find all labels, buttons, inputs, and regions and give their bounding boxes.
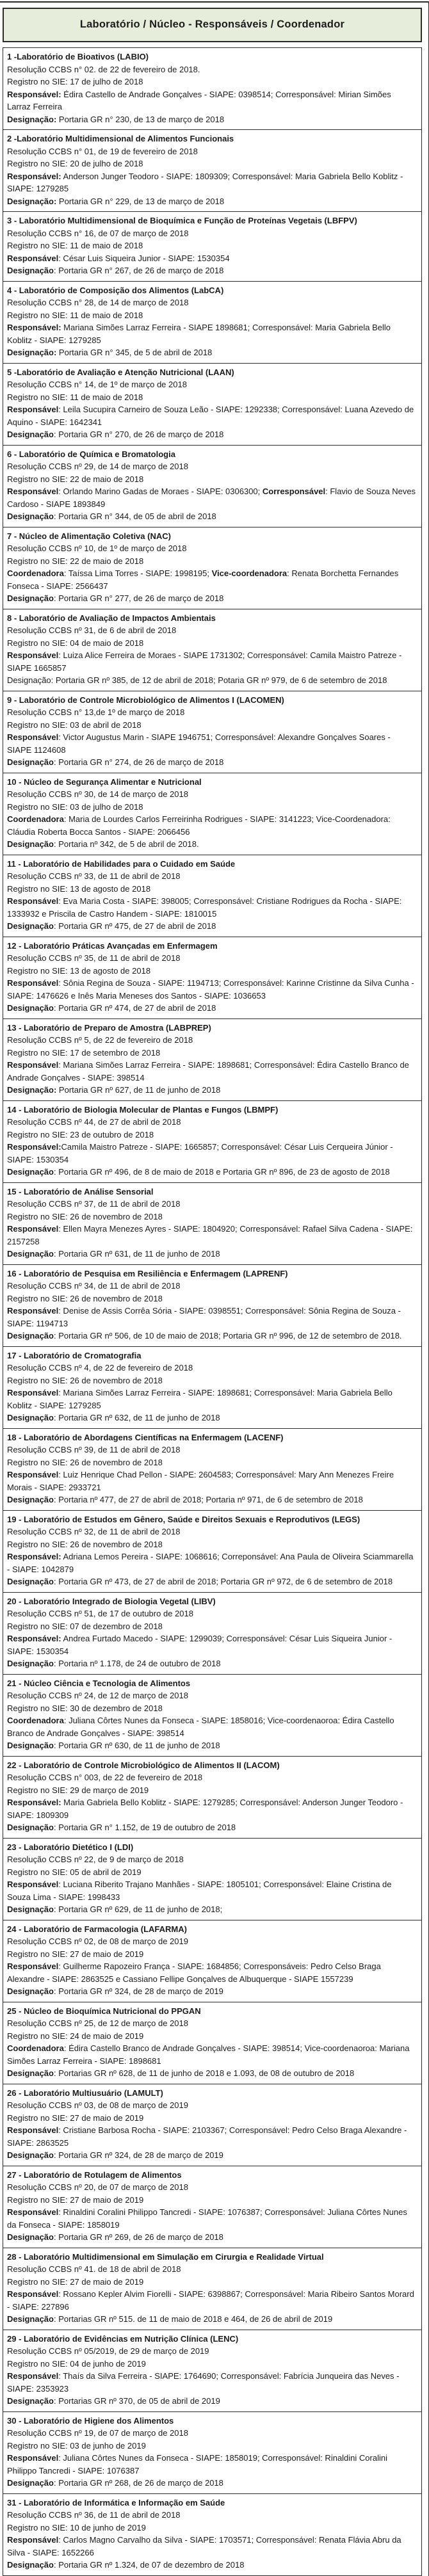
lab-detail-line: Registro no SIE: 22 de maio de 2018 [7,474,144,484]
lab-title: 18 - Laboratório de Abordagens Científicas na Enfermagem (LACENF) [7,1432,284,1442]
lab-detail-line: Registro no SIE: 27 de maio de 2019 [7,2194,144,2205]
lab-detail-line: Registro no SIE: 11 de maio de 2018 [7,310,143,320]
lab-detail-line: Resolução CCBS n° 13,de 1º de março de 2018 [7,707,185,717]
lab-detail-line: Resolução CCBS nº 33, de 11 de abril de 2018 [7,871,181,881]
lab-detail-line: Registro no SIE: 26 de novembro de 2018 [7,1539,163,1549]
lab-detail-line: Resolução CCBS nº 05/2019, de 29 de março de 2019 [7,2346,209,2356]
lab-detail-line: Designação: Portaria GR nº 385, de 12 de abril de 2018; Potaria GR nº 979, de 6 de setembro de 2018 [7,675,387,685]
lab-detail-line: Resolução CCBS nº 44, de 27 de abril de 2018 [7,1117,181,1127]
lab-detail-line: Registro no SIE: 17 de setembro de 2018 [7,1047,161,1058]
lab-detail-line: Coordenadora: Maria de Lourdes Carlos Ferreirinha Rodrigues - SIAPE: 3141223; Vice-Coordenadora: Cláudia Roberta Bocca Santos - SIAPE: 2066456 [7,814,391,837]
lab-title: 3 - Laboratório Multidimensional de Bioquímica e Função de Proteínas Vegetais (LBFPV) [7,216,357,225]
lab-title: 27 - Laboratório de Rotulagem de Alimentos [7,2169,182,2180]
lab-row [3,937,422,1019]
lab-detail-line: Responsável: Cristiane Barbosa Rocha - SIAPE: 2103367; Corresponsável: Pedro Celso Braga Alexandre - SIAPE: 2863525 [7,2125,407,2148]
lab-detail-line: Resolução CCBS nº 51, de 17 de outubro de 2018 [7,1609,193,1618]
lab-detail-line: Registro no SIE: 03 de abril de 2018 [7,720,142,730]
lab-detail-line: Coordenadora: Édira Castello Branco de Andrade Gonçalves - SIAPE: 398514; Vice-coordenaoroa: Mariana Simões Larraz Ferreira - SIAPE: 1898681 [7,2043,410,2066]
lab-row [3,609,422,691]
lab-detail-line: Resolução CCBS n° 28, de 14 de março de 2018 [7,298,189,307]
lab-detail-line: Registro no SIE: 20 de julho de 2018 [7,159,143,168]
lab-detail-line: Resolução CCBS nº 10, de 1º de março de 2018 [7,543,187,553]
table-header [3,8,422,42]
lab-row [3,1101,422,1183]
lab-detail-line: Responsável: Thaís da Silva Ferreira - SIAPE: 1764690; Corresponsável: Fabrícia Junqueira das Neves - SIAPE: 2353923 [7,2371,400,2394]
lab-title: 12 - Laboratório Práticas Avançadas em Enfermagem [7,940,218,951]
lab-detail-line: Resolução CCBS nº 24, de 12 de março de 2018 [7,1691,188,1700]
lab-detail-line: Registro no SIE: 24 de maio de 2019 [7,2031,144,2041]
lab-detail-line: Coordenadora: Taíssa Lima Torres - SIAPE: 1998195; Vice-coordenadora: Renata Borchetta Fernandes Fonseca - SIAPE: 2566437 [7,568,399,591]
lab-title: 19 - Laboratório de Estudos em Gênero, Saúde e Direitos Sexuais e Reprodutivos (LEGS) [7,1514,360,1524]
lab-title: 10 - Núcleo de Segurança Alimentar e Nutricional [7,777,202,787]
lab-detail-line: Resolução CCBS nº 34, de 11 de abril de 2018 [7,1281,181,1291]
lab-detail-line: Registro no SIE: 04 de maio de 2018 [7,638,144,648]
lab-detail-line: Designação: Portaria nº 477, de 27 de abril de 2018; Portaria nº 971, de 6 de setembro de 2018 [7,1495,363,1504]
lab-detail-line: Responsável: Adriana Lemos Pereira - SIAPE: 1068616; Correponsável: Ana Paula de Oliveira Sciammarella - SIAPE: 1042879 [7,1552,414,1574]
lab-detail-line: Registro no SIE: 23 de outubro de 2018 [7,1129,154,1139]
lab-detail-line: Resolução CCBS nº 29, de 14 de março de 2018 [7,462,188,471]
lab-detail-line: Designação: Portaria GR nº 629, de 11 de junho de 2018; [7,1904,223,1914]
lab-title: 20 - Laboratório Integrado de Biologia Vegetal (LIBV) [7,1596,216,1606]
lab-detail-line: Designação: Portaria GR n° 277, de 26 de março de 2018 [7,593,224,603]
lab-row [3,2084,422,2166]
lab-detail-line: Responsável: Rossano Kepler Alvim Fiorelli - SIAPE: 6398867; Corresponsável: Maria Ribeiro Santos Morard - SIAPE: 227896 [7,2289,414,2312]
lab-detail-line: Registro no SIE: 05 de abril de 2019 [7,1867,142,1877]
lab-detail-line: Designação: Portarias GR nº 515. de 11 de maio de 2018 e 464, de 26 de abril de 2019 [7,2314,333,2324]
lab-detail-line: Designação: Portaria GR n° 230, de 13 de março de 2018 [7,114,225,124]
lab-detail-line: Resolução CCBS nº 35, de 11 de abril de 2018 [7,953,181,963]
lab-title: 7 - Núcleo de Alimentação Coletiva (NAC) [7,531,171,541]
lab-row [3,1511,422,1593]
lab-detail-line: Resolução CCBS nº 37, de 11 de abril de 2018 [7,1199,181,1209]
lab-detail-line: Responsável: Andrea Furtado Macedo - SIAPE: 1299039; Corresponsável: César Luis Siqueira Junior - SIAPE: 1530354 [7,1634,393,1656]
lab-title: 21 - Núcleo Ciência e Tecnologia de Alimentos [7,1678,191,1688]
lab-detail-line: Designação: Portaria GR nº 496, de 8 de maio de 2018 e Portaria GR nº 896, de 23 de agosto de 2018 [7,1167,390,1177]
lab-detail-line: Resolução CCBS nº 4, de 22 de fevereiro de 2018 [7,1363,193,1373]
lab-title: 23 - Laboratório Dietético I (LDI) [7,1842,134,1852]
lab-detail-line: Designação: Portaria GR nº 630, de 11 de junho de 2018 [7,1741,220,1750]
lab-detail-line: Registro no SIE: 30 de dezembro de 2018 [7,1703,163,1713]
document-page [0,1,429,2576]
lab-detail-line: Designação: Portaria GR nº 473, de 27 de abril de 2018; Portaria GR nº 972, de 6 de setembro de 2018 [7,1577,393,1586]
lab-title: 4 - Laboratório de Composição dos Alimentos (LabCA) [7,285,224,295]
lab-detail-line: Registro no SIE: 11 de maio de 2018 [7,392,143,402]
lab-detail-line: Designação: Portaria nº 342, de 5 de abril de 2018. [7,839,199,849]
lab-detail-line: Responsável: Leila Sucupira Carneiro de Souza Leão - SIAPE: 1292338; Corresponsável: Luana Azevedo de Aquino - SIAPE: 1642341 [7,405,414,427]
lab-detail-line: Responsável: Maria Gabriela Bello Koblitz - SIAPE: 1279285; Corresponsável: Anderson Junger Teodoro - SIAPE: 1809309 [7,1798,403,1820]
lab-row [3,364,422,446]
lab-title: 22 - Laboratório de Controle Microbiológico de Alimentos II (LACOM) [7,1760,280,1770]
lab-title: 9 - Laboratório de Controle Microbiológico de Alimentos I (LACOMEN) [7,695,284,705]
lab-detail-line: Designação: Portaria GR nº 268, de 26 de março de 2018 [7,2478,223,2488]
lab-detail-line: Responsável: Luciana Riberito Trajano Manhães - SIAPE: 1805101; Corresponsável: Elaine Cristina de Souza Lima - SIAPE: 1998433 [7,1880,392,1902]
lab-detail-line: Designação: Portaria GR nº 506, de 10 de maio de 2018; Portaria GR nº 996, de 12 de setembro de 2018. [7,1331,402,1340]
lab-detail-line: Resolução CCBS nº 36, de 11 de abril de 2018 [7,2510,181,2520]
lab-row [3,855,422,937]
lab-detail-line: Registro no SIE: 04 de junho de 2019 [7,2358,146,2369]
lab-row [3,446,422,527]
lab-title: 14 - Laboratório de Biologia Molecular de Plantas e Fungos (LBMPF) [7,1104,279,1115]
lab-title: 30 - Laboratório de Higiene dos Alimentos [7,2415,174,2426]
lab-detail-line: Registro no SIE: 17 de julho de 2018 [7,77,143,86]
lab-row [3,1429,422,1511]
lab-detail-line: Resolução CCBS nº 30, de 14 de março de 2018 [7,789,188,799]
lab-title: 2 -Laboratório Multidimensional de Alimentos Funcionais [7,134,234,143]
lab-title: 16 - Laboratório de Pesquisa em Resiliência e Enfermagem (LAPRENF) [7,1268,288,1278]
lab-detail-line: Designação: Portaria GR n° 1.152, de 19 de outubro de 2018 [7,1823,236,1832]
lab-detail-line: Coordenadora: Juliana Côrtes Nunes da Fonseca - SIAPE: 1858016; Vice-coordenaoroa: Édira Castello Branco de Andrade Gonçalves - SIAPE: 398514 [7,1716,394,1738]
lab-row [3,691,422,773]
lab-detail-line: Responsável: Rinaldini Coralini Philippo Tancredi - SIAPE: 1076387; Corresponsável: Juliana Côrtes Nunes da Fonseca - SIAPE: 1858019 [7,2207,407,2230]
lab-detail-line: Registro no SIE: 03 de julho de 2018 [7,801,143,812]
lab-row [3,1265,422,1347]
lab-detail-line: Designação: Portaria GR n° 229, de 13 de março de 2018 [7,196,225,206]
lab-row [3,2248,422,2330]
lab-detail-line: Resolução CCBS nº 19, de 07 de março de 2018 [7,2428,188,2438]
lab-row [3,1920,422,2002]
lab-detail-line: Responsável: Mariana Simões Larraz Ferreira - SIAPE: 1898681; Corresponsável: Édira Castello Branco de Andrade Gonçalves - SIAPE: 398514 [7,1060,409,1083]
lab-detail-line: Resolução CCBS nº 31, de 6 de abril de 2018 [7,625,177,635]
lab-detail-line: Registro no SIE: 07 de dezembro de 2018 [7,1621,163,1631]
lab-detail-line: Resolução CCBS n° 16, de 07 de março de 2018 [7,228,189,238]
lab-detail-line: Resolução CCBS nº 25, de 12 de março de 2018 [7,2018,188,2028]
lab-detail-line: Registro no SIE: 26 de novembro de 2018 [7,1375,163,1385]
lab-detail-line: Responsável: Luiza Alice Ferreira de Moraes - SIAPE 1731302; Corresponsável: Camila Maistro Patreze - SIAPE 1665857 [7,650,402,673]
lab-detail-line: Resolução CCBS n° 14, de 1º de março de 2018 [7,380,187,389]
lab-detail-line: Resolução CCBS nº 39, de 11 de abril de 2018 [7,1445,181,1454]
lab-row [3,1757,422,1839]
lab-detail-line: Registro no SIE: 29 de março de 2019 [7,1785,149,1795]
lab-row [3,130,422,212]
lab-detail-line: Resolução CCBS nº 02, de 08 de março de 2019 [7,1936,188,1946]
lab-title: 17 - Laboratório de Cromatografia [7,1350,142,1360]
lab-detail-line: Responsável: Juliana Côrtes Nunes da Fonseca - SIAPE: 1858019; Corresponsável: Rinaldini Coralini Philippo Tancredi - SIAPE: 1076387 [7,2453,387,2475]
lab-detail-line: Resolução CCBS n° 02. de 22 de fevereiro de 2018. [7,64,200,74]
lab-detail-line: Responsável: Guilherme Rapozeiro França - SIAPE: 1684856; Corresponsáveis: Pedro Celso Braga Alexandre - SIAPE: 2863525 e Cassiano Fellipe Gonçalves de Albuquerque - SIAPE 1557239 [7,1961,381,1984]
lab-detail-line: Responsável: Édira Castello de Andrade Gonçalves - SIAPE: 0398514; Corresponsável: Mirian Simões Larraz Ferreira [7,89,391,111]
lab-detail-line: Resolução CCBS n° 003, de 22 de fevereiro de 2018 [7,1773,203,1782]
lab-detail-line: Responsável: Orlando Marino Gadas de Moraes - SIAPE: 0306300; Corresponsável: Flavio de Souza Neves Cardoso - SIAPE 1893849 [7,487,416,509]
lab-detail-line: Designação: Portaria GR n° 267, de 26 de março de 2018 [7,266,224,275]
page-title: Laboratório / Núcleo - Responsáveis / Coordenador [79,19,345,30]
lab-detail-line: Responsável: Mariana Simões Larraz Ferreira - SIAPE 1898681; Corresponsável: Maria Gabriela Bello Koblitz - SIAPE: 1279285 [7,323,391,345]
lab-title: 11 - Laboratório de Habilidades para o Cuidado em Saúde [7,858,236,869]
lab-detail-line: Responsável: Eva Maria Costa - SIAPE: 398005; Corresponsável: Cristiane Rodrigues da Rocha - SIAPE: 1333932 e Priscila de Castro Handem - SIAPE: 1810015 [7,896,402,919]
lab-detail-line: Registro no SIE: 26 de novembro de 2018 [7,1211,163,1221]
lab-detail-line: Registro no SIE: 10 de junho de 2019 [7,2522,146,2532]
lab-detail-line: Responsável: Anderson Junger Teodoro - SIAPE: 1809309; Corresponsável: Maria Gabriela Bello Koblitz - SIAPE: 1279285 [7,171,403,193]
lab-detail-line: Resolução CCBS n° 01, de 19 de fevereiro de 2018 [7,146,198,156]
lab-title: 24 - Laboratório de Farmacologia (LAFARMA) [7,1924,187,1934]
lab-detail-line: Designação: Portaria GR nº 627, de 11 de junho de 2018 [7,1085,221,1095]
lab-detail-line: Designação: Portaria GR n° 270, de 26 de março de 2018 [7,430,224,439]
lab-detail-line: Designação: Portaria GR nº 475, de 27 de abril de 2018 [7,921,216,931]
lab-detail-line: Registro no SIE: 13 de agosto de 2018 [7,883,151,894]
lab-detail-line: Responsável: César Luis Siqueira Junior - SIAPE: 1530354 [7,253,230,263]
lab-detail-line: Designação: Portaria GR n° 344, de 05 de abril de 2018 [7,511,216,521]
top-rule [0,1,429,3]
lab-detail-line: Designação: Portaria GR nº 1.324, de 07 de dezembro de 2018 [7,2560,245,2570]
lab-detail-line: Designação: Portaria GR nº 632, de 11 de junho de 2018 [7,1413,220,1422]
lab-detail-line: Resolução CCBS nº 5, de 22 de fevereiro de 2018 [7,1035,193,1045]
lab-title: 6 - Laboratório de Química e Bromatologia [7,449,175,459]
lab-detail-line: Registro no SIE: 26 de novembro de 2018 [7,1293,163,1303]
lab-detail-line: Responsável: Ellen Mayra Menezes Ayres - SIAPE: 1804920; Corresponsável: Rafael Silva Cadena - SIAPE: 2157258 [7,1224,413,1246]
lab-row [3,1347,422,1429]
lab-detail-line: Designação: Portaria GR nº 269, de 26 de março de 2018 [7,2232,223,2242]
lab-row [3,2002,422,2084]
lab-detail-line: Registro no SIE: 13 de agosto de 2018 [7,965,151,976]
lab-detail-line: Designação: Portaria GR n° 345, de 5 de abril de 2018 [7,348,213,357]
lab-row [3,2166,422,2248]
lab-row [3,1839,422,1920]
lab-detail-line: Designação: Portarias GR nº 370, de 05 de abril de 2019 [7,2396,220,2406]
lab-row [3,2412,422,2494]
lab-detail-line: Designação: Portaria GR nº 324, de 28 de março de 2019 [7,2150,223,2160]
lab-detail-line: Designação: Portaria GR n° 274, de 26 de março de 2018 [7,757,224,767]
lab-detail-line: Responsável: Sônia Regina de Souza - SIAPE: 1194713; Corresponsável: Karinne Cristinne da Silva Cunha - SIAPE: 1476626 e Inês Maria Meneses dos Santos - SIAPE: 1036653 [7,978,414,1001]
lab-detail-line: Designação: Portarias GR nº 628, de 11 de junho de 2018 e 1.093, de 08 de outubro de 2018 [7,2068,355,2078]
lab-detail-line: Responsável: Carlos Magno Carvalho da Silva - SIAPE: 1703571; Corresponsável: Renata Flávia Abru da Silva - SIAPE: 1652266 [7,2535,401,2557]
lab-detail-line: Designação: Portaria GR nº 631, de 11 de junho de 2018 [7,1249,220,1259]
lab-title: 31 - Laboratório de Informática e Informação em Saúde [7,2497,225,2508]
lab-detail-line: Designação: Portaria nº 1.178, de 24 de outubro de 2018 [7,1659,221,1668]
lab-row [3,47,422,130]
lab-title: 13 - Laboratório de Preparo de Amostra (LABPREP) [7,1022,211,1033]
lab-title: 8 - Laboratório de Avaliação de Impactos Ambientais [7,613,216,623]
lab-detail-line: Registro no SIE: 26 de novembro de 2018 [7,1457,163,1467]
lab-detail-line: Responsável:Camila Maistro Patreze - SIAPE: 1665857; Corresponsável: César Luis Cerqueira Júnior - SIAPE: 1530354 [7,1142,393,1164]
lab-row [3,282,422,364]
lab-row [3,2330,422,2412]
lab-row [3,527,422,609]
lab-table [3,47,422,2576]
lab-row [3,212,422,282]
lab-title: 29 - Laboratório de Evidências em Nutrição Clínica (LENC) [7,2333,239,2344]
lab-detail-line: Resolução CCBS nº 32, de 11 de abril de 2018 [7,1527,181,1536]
lab-detail-line: Resolução CCBS nº 03, de 08 de março de 2019 [7,2100,188,2110]
lab-title: 15 - Laboratório de Análise Sensorial [7,1186,154,1196]
lab-row [3,2494,422,2576]
lab-row [3,1675,422,1757]
lab-detail-line: Registro no SIE: 22 de maio de 2018 [7,556,144,566]
lab-title: 5 -Laboratório de Avaliação e Atenção Nutricional (LAAN) [7,367,234,377]
lab-row [3,1593,422,1675]
lab-detail-line: Registro no SIE: 03 de junho de 2019 [7,2440,146,2451]
lab-detail-line: Resolução CCBS nº 20, de 07 de março de 2018 [7,2182,188,2192]
lab-detail-line: Resolução CCBS nº 22, de 9 de março de 2018 [7,1855,184,1864]
lab-detail-line: Registro no SIE: 11 de maio de 2018 [7,241,143,250]
lab-detail-line: Designação: Portaria GR nº 324, de 28 de março de 2019 [7,1986,223,1996]
lab-detail-line: Registro no SIE: 27 de maio de 2019 [7,2276,144,2287]
lab-detail-line: Responsável: Victor Augustus Marin - SIAPE 1946751; Corresponsável: Alexandre Gonçalves Soares - SIAPE 1124608 [7,732,391,755]
lab-row [3,1183,422,1265]
lab-detail-line: Resolução CCBS nº 41. de 18 de abril de 2018 [7,2264,181,2274]
lab-detail-line: Registro no SIE: 27 de maio de 2019 [7,1949,144,1959]
lab-title: 26 - Laboratório Multiusuário (LAMULT) [7,2088,163,2098]
lab-title: 28 - Laboratório Multidimensional em Simulação em Cirurgia e Realidade Virtual [7,2251,324,2262]
lab-row [3,773,422,855]
lab-title: 1 -Laboratório de Bioativos (LABIO) [7,52,149,61]
lab-detail-line: Registro no SIE: 27 de maio de 2019 [7,2113,144,2123]
lab-detail-line: Responsável: Mariana Simões Larraz Ferreira - SIAPE: 1898681; Corresponsável: Maria Gabriela Bello Koblitz - SIAPE: 1279285 [7,1388,393,1410]
lab-title: 25 - Núcleo de Bioquímica Nutricional do PPGAN [7,2006,201,2016]
lab-detail-line: Responsável: Luiz Henrique Chad Pellon - SIAPE: 2604583; Corresponsável: Mary Ann Menezes Freire Morais - SIAPE: 2933721 [7,1470,394,1492]
lab-detail-line: Designação: Portaria GR nº 474, de 27 de abril de 2018 [7,1003,216,1013]
lab-detail-line: Responsável: Denise de Assis Corrêa Sória - SIAPE: 0398551; Corresponsável: Sônia Regina de Souza - SIAPE: 1194713 [7,1306,401,1328]
lab-row [3,1019,422,1101]
